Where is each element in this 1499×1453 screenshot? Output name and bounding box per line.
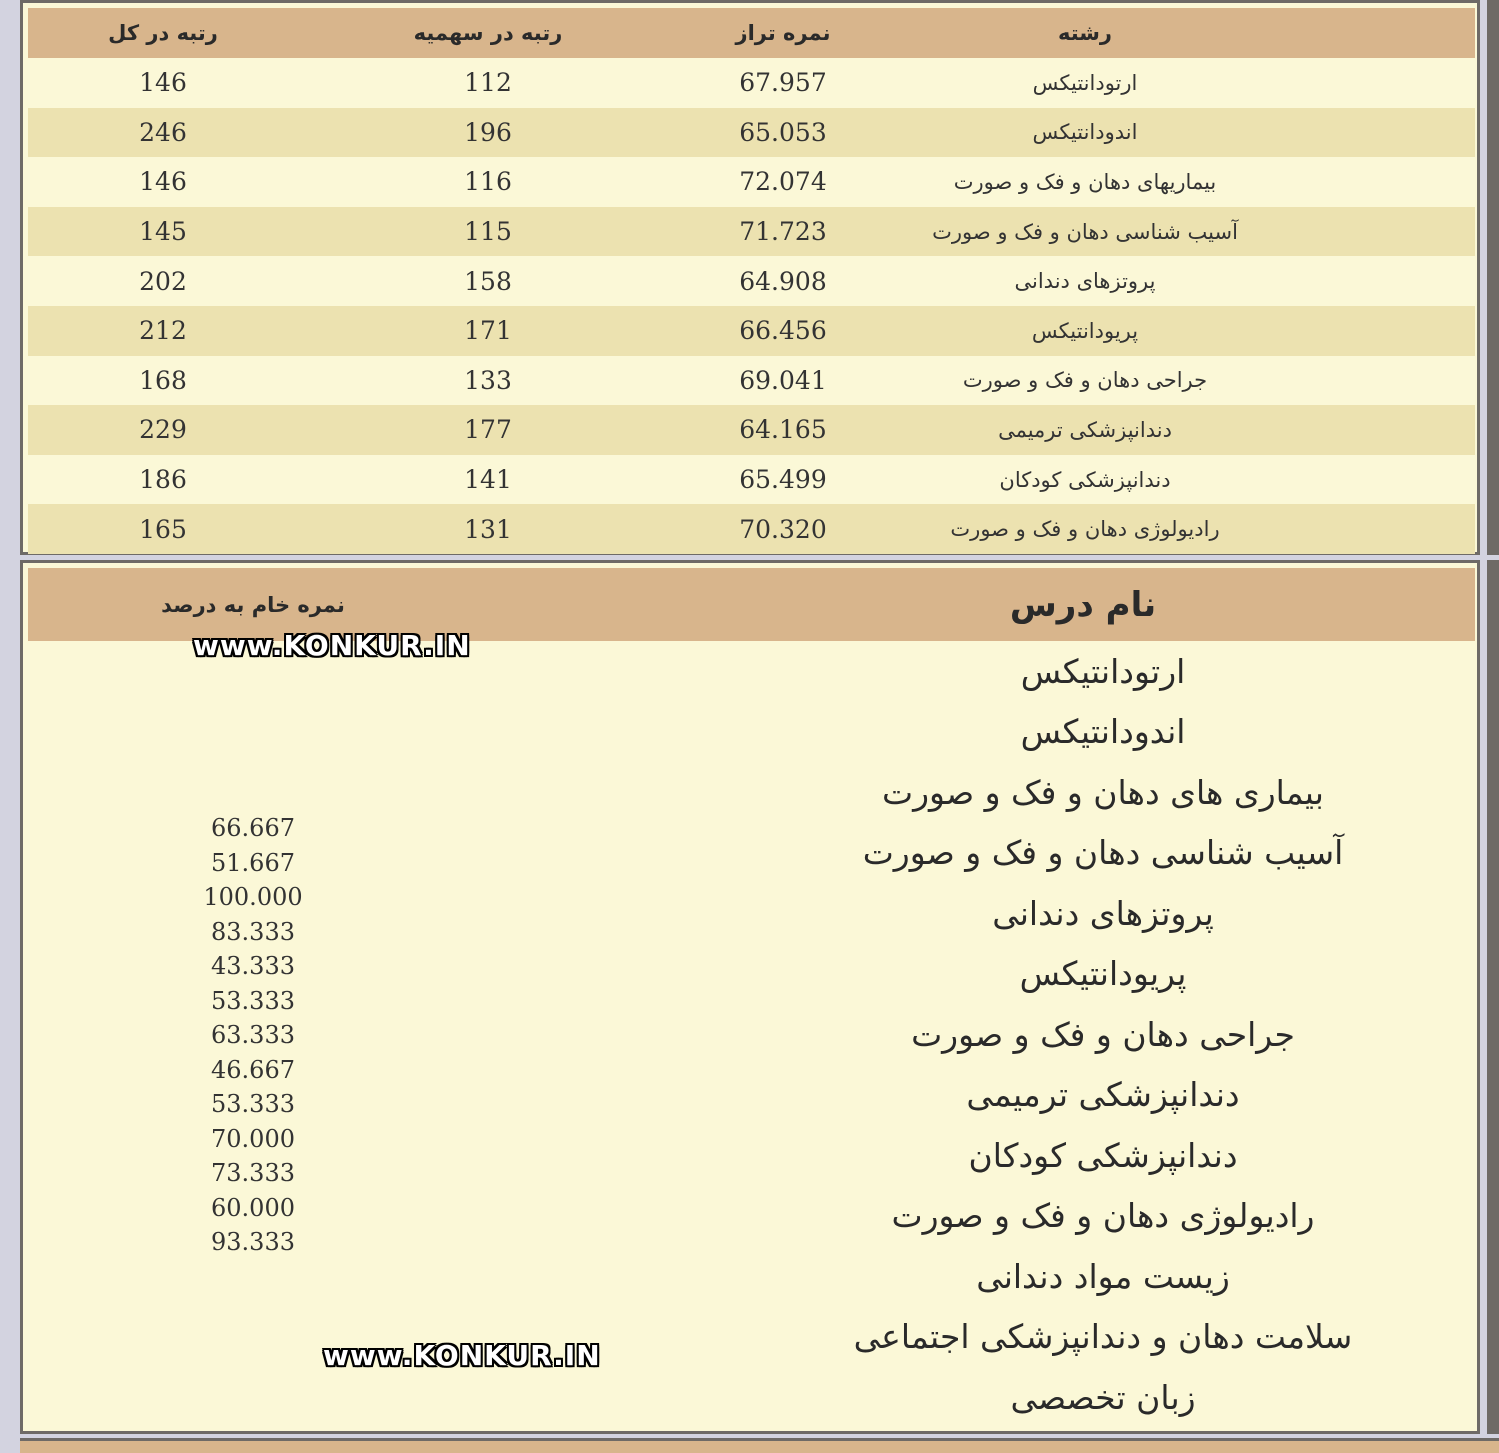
percent-value: 46.667 xyxy=(211,1055,295,1084)
field-cell: جراحی دهان و فک و صورت xyxy=(962,368,1208,393)
taraz-cell: 67.957 xyxy=(739,68,827,98)
percent-value: 53.333 xyxy=(211,1090,295,1119)
field-cell: دندانپزشکی ترمیمی xyxy=(998,417,1172,442)
total-rank-cell: 146 xyxy=(139,167,187,197)
taraz-cell: 69.041 xyxy=(739,365,827,395)
quota-rank-cell: 115 xyxy=(464,217,512,247)
percent-value: 93.333 xyxy=(211,1228,295,1257)
subject-item: رادیولوژی دهان و فک و صورت xyxy=(891,1196,1315,1236)
percent-value: 60.000 xyxy=(211,1193,295,1222)
total-rank-cell: 165 xyxy=(139,514,187,544)
subject-item: آسیب شناسی دهان و فک و صورت xyxy=(862,833,1344,873)
taraz-cell: 65.499 xyxy=(739,465,827,495)
quota-rank-cell: 177 xyxy=(464,415,512,445)
percent-value: 83.333 xyxy=(211,917,295,946)
subject-item: زیست مواد دندانی xyxy=(976,1256,1230,1296)
table-row xyxy=(28,58,1475,108)
subject-item: پریودانتیکس xyxy=(1019,954,1187,994)
taraz-cell: 64.908 xyxy=(739,266,827,296)
subject-item: بیماری های دهان و فک و صورت xyxy=(882,772,1324,812)
ranking-table-header xyxy=(28,8,1475,58)
field-cell: آسیب شناسی دهان و فک و صورت xyxy=(932,219,1238,244)
field-cell: ارتودانتیکس xyxy=(1032,70,1138,95)
percent-list xyxy=(203,811,303,1260)
table-row xyxy=(28,256,1475,306)
taraz-cell: 65.053 xyxy=(739,117,827,147)
taraz-cell: 72.074 xyxy=(739,167,827,197)
subject-item: زبان تخصصی xyxy=(1010,1377,1196,1417)
subject-item: دندانپزشکی کودکان xyxy=(968,1135,1238,1175)
percent-value: 51.667 xyxy=(211,848,295,877)
total-rank-cell: 202 xyxy=(139,266,187,296)
header-taraz: نمره تراز xyxy=(735,21,831,45)
field-cell: پریودانتیکس xyxy=(1031,318,1139,343)
right-border xyxy=(1487,0,1499,555)
field-cell: دندانپزشکی کودکان xyxy=(999,467,1171,492)
quota-rank-cell: 112 xyxy=(464,68,512,98)
subject-item: ارتودانتیکس xyxy=(1020,651,1186,691)
table-row xyxy=(28,405,1475,455)
total-rank-cell: 168 xyxy=(139,365,187,395)
percent-value: 53.333 xyxy=(211,986,295,1015)
percent-value: 43.333 xyxy=(211,952,295,981)
watermark-top: www.KONKUR.IN xyxy=(193,629,471,662)
percent-value: 70.000 xyxy=(211,1124,295,1153)
header-quota-rank: رتبه در سهمیه xyxy=(413,21,563,45)
total-rank-cell: 145 xyxy=(139,217,187,247)
taraz-cell: 64.165 xyxy=(739,415,827,445)
quota-rank-cell: 131 xyxy=(464,514,512,544)
percent-value: 73.333 xyxy=(211,1159,295,1188)
header-field: رشته xyxy=(1057,21,1113,45)
table-row xyxy=(28,207,1475,257)
quota-rank-cell: 158 xyxy=(464,266,512,296)
watermark-bottom: www.KONKUR.IN xyxy=(323,1339,601,1372)
quota-rank-cell: 196 xyxy=(464,117,512,147)
total-rank-cell: 229 xyxy=(139,415,187,445)
table-row xyxy=(28,455,1475,505)
total-rank-cell: 186 xyxy=(139,465,187,495)
percent-value: 63.333 xyxy=(211,1021,295,1050)
table-row xyxy=(28,504,1475,554)
total-rank-cell: 146 xyxy=(139,68,187,98)
subject-item: اندودانتیکس xyxy=(1020,712,1186,752)
taraz-cell: 66.456 xyxy=(739,316,827,346)
subject-item: دندانپزشکی ترمیمی xyxy=(966,1075,1240,1115)
quota-rank-cell: 141 xyxy=(464,465,512,495)
total-rank-cell: 212 xyxy=(139,316,187,346)
taraz-cell: 71.723 xyxy=(739,217,827,247)
table-row xyxy=(28,157,1475,207)
subject-item: پروتزهای دندانی xyxy=(992,893,1214,933)
field-cell: رادیولوژی دهان و فک و صورت xyxy=(950,517,1220,542)
quota-rank-cell: 171 xyxy=(464,316,512,346)
field-cell: پروتزهای دندانی xyxy=(1014,269,1156,294)
taraz-cell: 70.320 xyxy=(739,514,827,544)
total-rank-cell: 246 xyxy=(139,117,187,147)
table-row xyxy=(28,108,1475,158)
quota-rank-cell: 116 xyxy=(464,167,512,197)
percent-value: 100.000 xyxy=(203,883,303,912)
percent-value: 66.667 xyxy=(211,814,295,843)
subject-list xyxy=(783,641,1423,1428)
header-total-rank: رتبه در کل xyxy=(108,21,218,45)
quota-rank-cell: 133 xyxy=(464,365,512,395)
subject-item: جراحی دهان و فک و صورت xyxy=(911,1014,1295,1054)
field-cell: اندودانتیکس xyxy=(1032,120,1138,145)
header-subject-name: نام درس xyxy=(1009,584,1157,625)
subject-item: سلامت دهان و دندانپزشکی اجتماعی xyxy=(853,1317,1353,1357)
right-border-lower xyxy=(1487,560,1499,1434)
bottom-strip xyxy=(20,1438,1499,1453)
table-row xyxy=(28,356,1475,406)
ranking-table xyxy=(20,0,1480,555)
header-raw-percent: نمره خام به درصد xyxy=(161,592,345,617)
field-cell: بیماریهای دهان و فک و صورت xyxy=(953,169,1217,194)
subject-table xyxy=(20,560,1480,1434)
table-row xyxy=(28,306,1475,356)
